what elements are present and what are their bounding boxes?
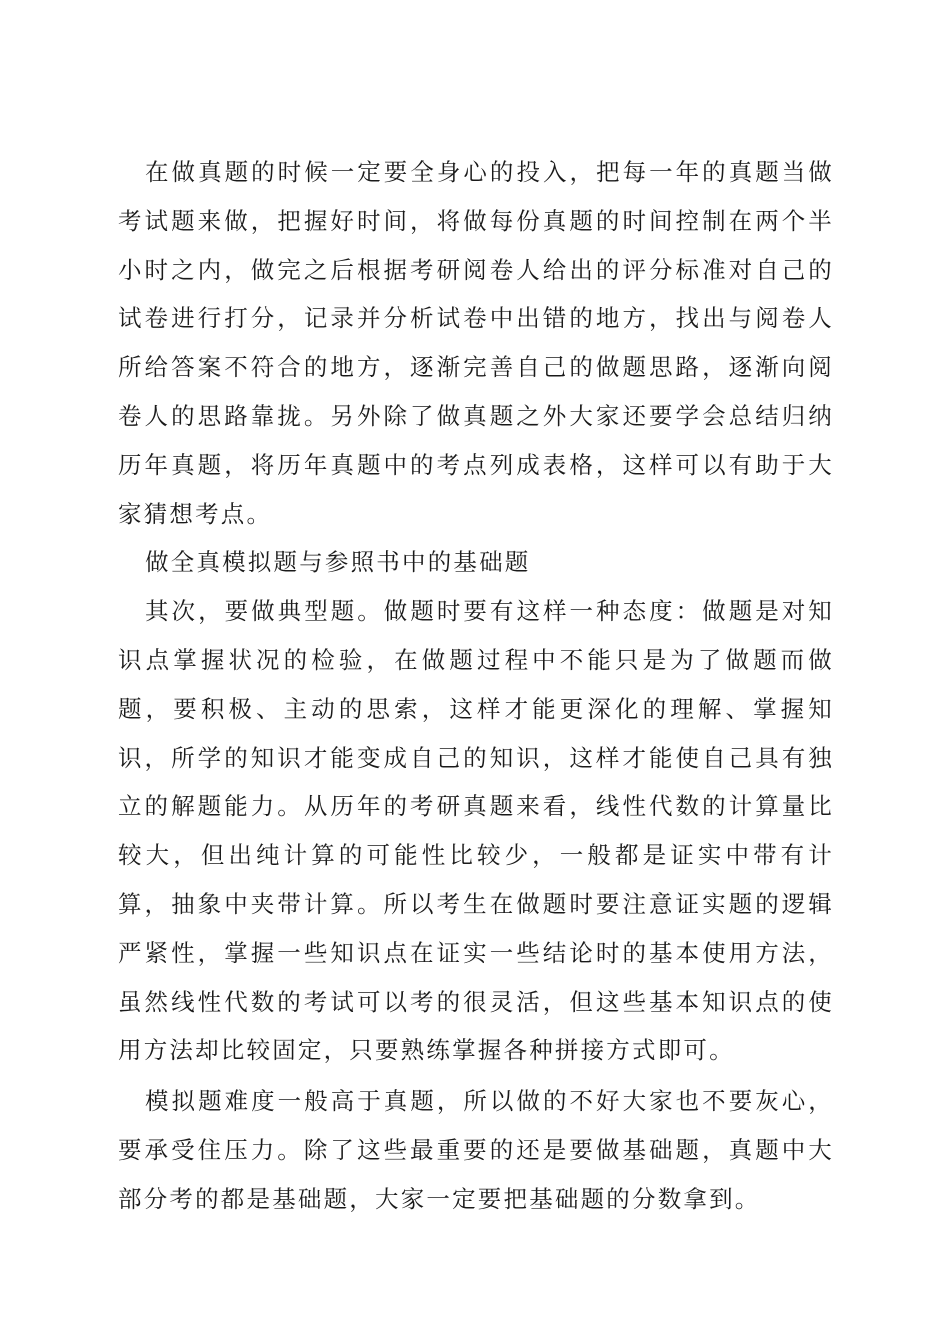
section-heading-mock-and-basic: 做全真模拟题与参照书中的基础题 bbox=[145, 548, 531, 577]
document-body bbox=[118, 148, 834, 1224]
paragraph-typical-problems: 其次，要做典型题。做题时要有这样一种态度：做题是对知识点掌握状况的检验，在做题过程中不能只是为了做题而做题，要积极、主动的思索，这样才能更深化的理解、掌握知识，所学的知识才能变成自己的知识，这样才能使自己具有独立的解题能力。从历年的考研真题来看，线性代数的计算量比较大，但出纯计算的可能性比较少，一般都是证实中带有计算，抽象中夹带计算。所以考生在做题时要注意证实题的逻辑严紧性，掌握一些知识点在证实一些结论时的基本使用方法，虽然线性代数的考试可以考的很灵活，但这些基本知识点的使用方法却比较固定，只要熟练掌握各种拼接方式即可。 bbox=[118, 597, 834, 1065]
paragraph-mock-difficulty: 模拟题难度一般高于真题，所以做的不好大家也不要灰心，要承受住压力。除了这些最重要的还是要做基础题，真题中大部分考的都是基础题，大家一定要把基础题的分数拿到。 bbox=[118, 1087, 834, 1213]
paragraph-real-exam-practice: 在做真题的时候一定要全身心的投入，把每一年的真题当做考试题来做，把握好时间，将做每份真题的时间控制在两个半小时之内，做完之后根据考研阅卷人给出的评分标准对自己的试卷进行打分，记录并分析试卷中出错的地方，找出与阅卷人所给答案不符合的地方，逐渐完善自己的做题思路，逐渐向阅卷人的思路靠拢。另外除了做真题之外大家还要学会总结归纳历年真题，将历年真题中的考点列成表格，这样可以有助于大家猜想考点。 bbox=[118, 158, 834, 528]
